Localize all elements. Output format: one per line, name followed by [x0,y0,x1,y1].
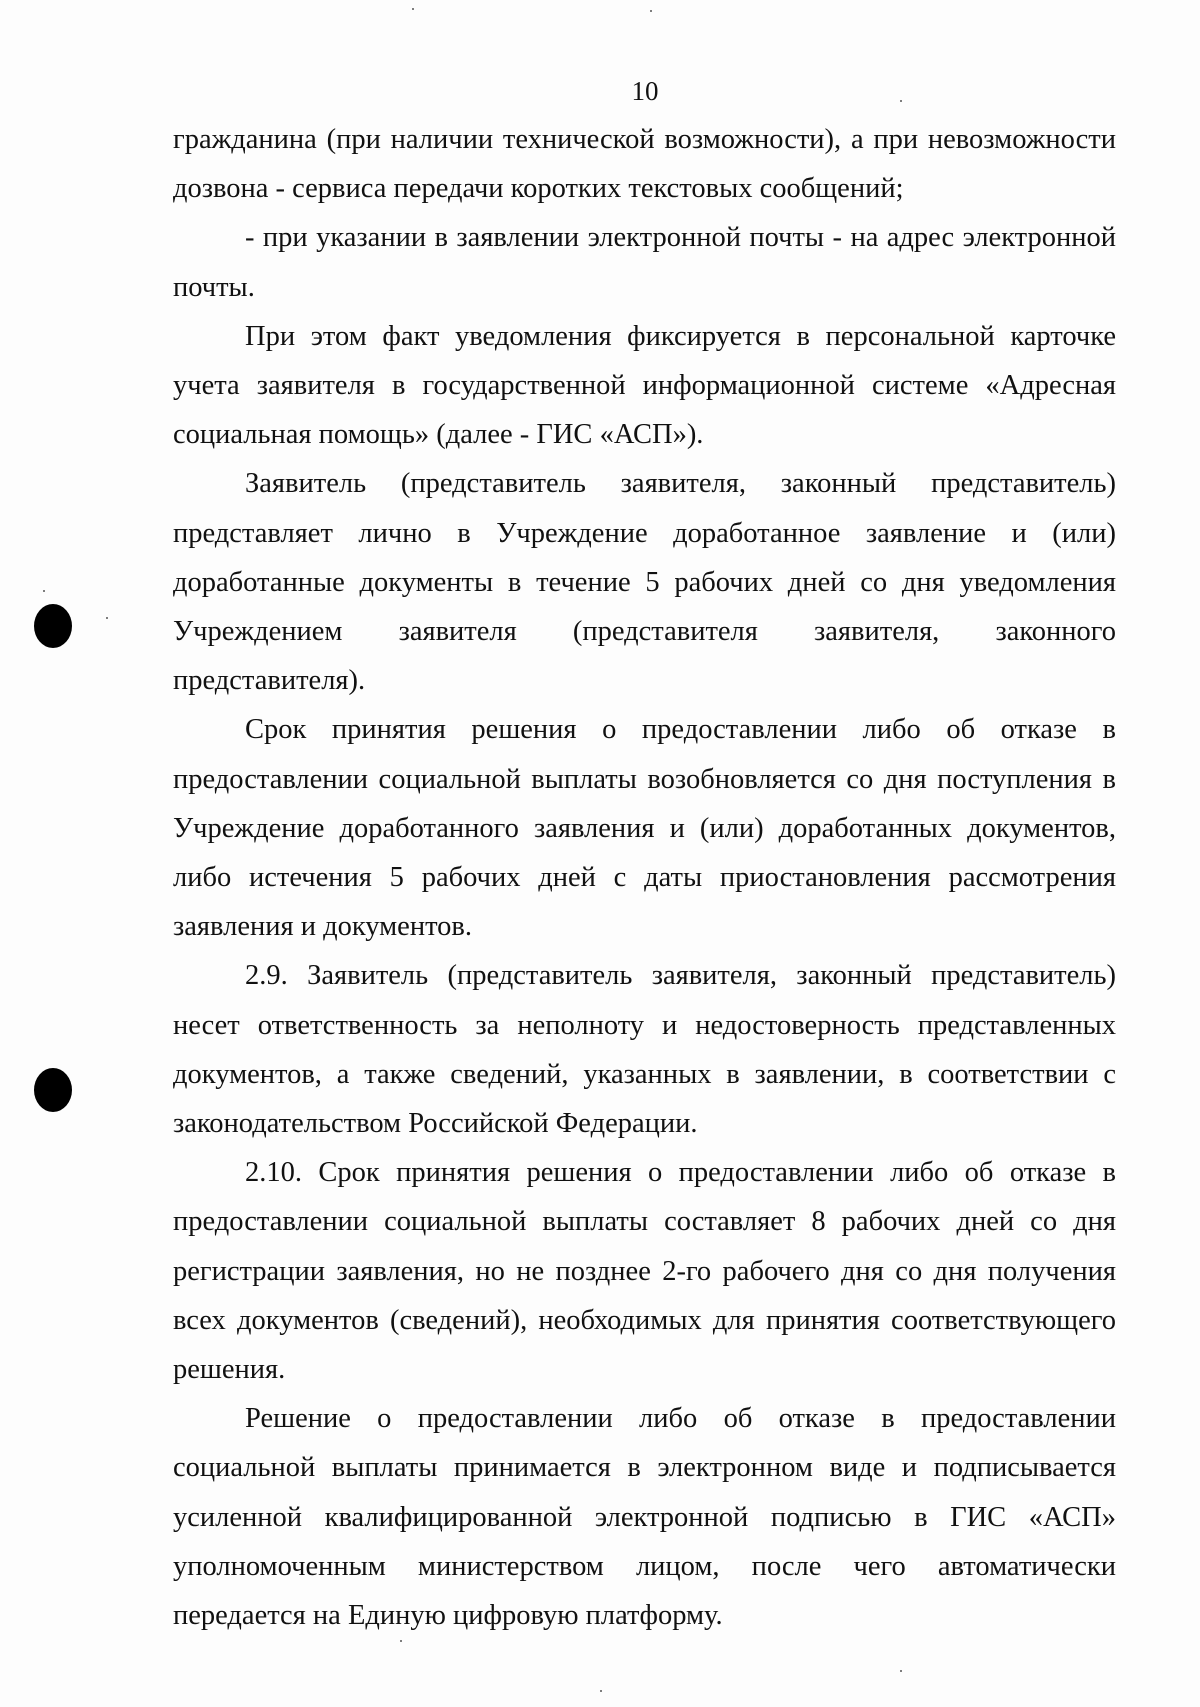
paragraph-7: 2.10. Срок принятия решения о предоставлении либо об отказе в предоставлении социальной выплаты составляет 8 рабочих дней со дня регистрации заявления, но не позднее 2-го рабочего дня со дня получения всех документов (сведений), необходимых для принятия соответствующего решения. [173,1157,1116,1386]
scan-speck [650,10,652,12]
punch-hole-top [34,604,72,648]
scan-speck [43,590,45,592]
scan-speck [400,1640,402,1642]
scan-speck [600,1690,602,1692]
scan-speck [412,8,414,10]
punch-hole-bottom [34,1068,72,1112]
scan-speck [900,100,902,102]
scan-speck [900,1670,902,1672]
paragraph-6: 2.9. Заявитель (представитель заявителя, законный представитель) несет ответственность за неполноту и недостоверность представленных документов, а также сведений, указанных в заявлении, в соответствии с законодательством Российской Федерации. [173,960,1116,1140]
page-number: 10 [631,76,659,106]
paragraph-2: - при указании в заявлении электронной почты - на адрес электронной почты. [173,222,1116,303]
scan-speck [106,617,108,619]
paragraph-5: Срок принятия решения о предоставлении либо об отказе в предоставлении социальной выплаты возобновляется со дня поступления в Учреждение доработанного заявления и (или) доработанных документов, либо истечения 5 рабочих дней с даты приостановления рассмотрения заявления и документов. [173,714,1116,943]
paragraph-3: При этом факт уведомления фиксируется в персональной карточке учета заявителя в государственной информационной системе «Адресная социальная помощь» (далее - ГИС «АСП»). [173,320,1116,451]
body-text [173,115,1116,1640]
paragraph-8: Решение о предоставлении либо об отказе в предоставлении социальной выплаты принимается в электронном виде и подписывается усиленной квалифицированной электронной подписью в ГИС «АСП» уполномоченным министерством лицом, после чего автоматически передается на Единую цифровую платформу. [173,1403,1116,1632]
paragraph-1: гражданина (при наличии технической возможности), а при невозможности дозвона - сервиса передачи коротких текстовых сообщений; [173,124,1116,205]
paragraph-4: Заявитель (представитель заявителя, законный представитель) представляет лично в Учреждение доработанное заявление и (или) доработанные документы в течение 5 рабочих дней со дня уведомления Учреждением заявителя (представителя заявителя, законного представителя). [173,468,1116,697]
